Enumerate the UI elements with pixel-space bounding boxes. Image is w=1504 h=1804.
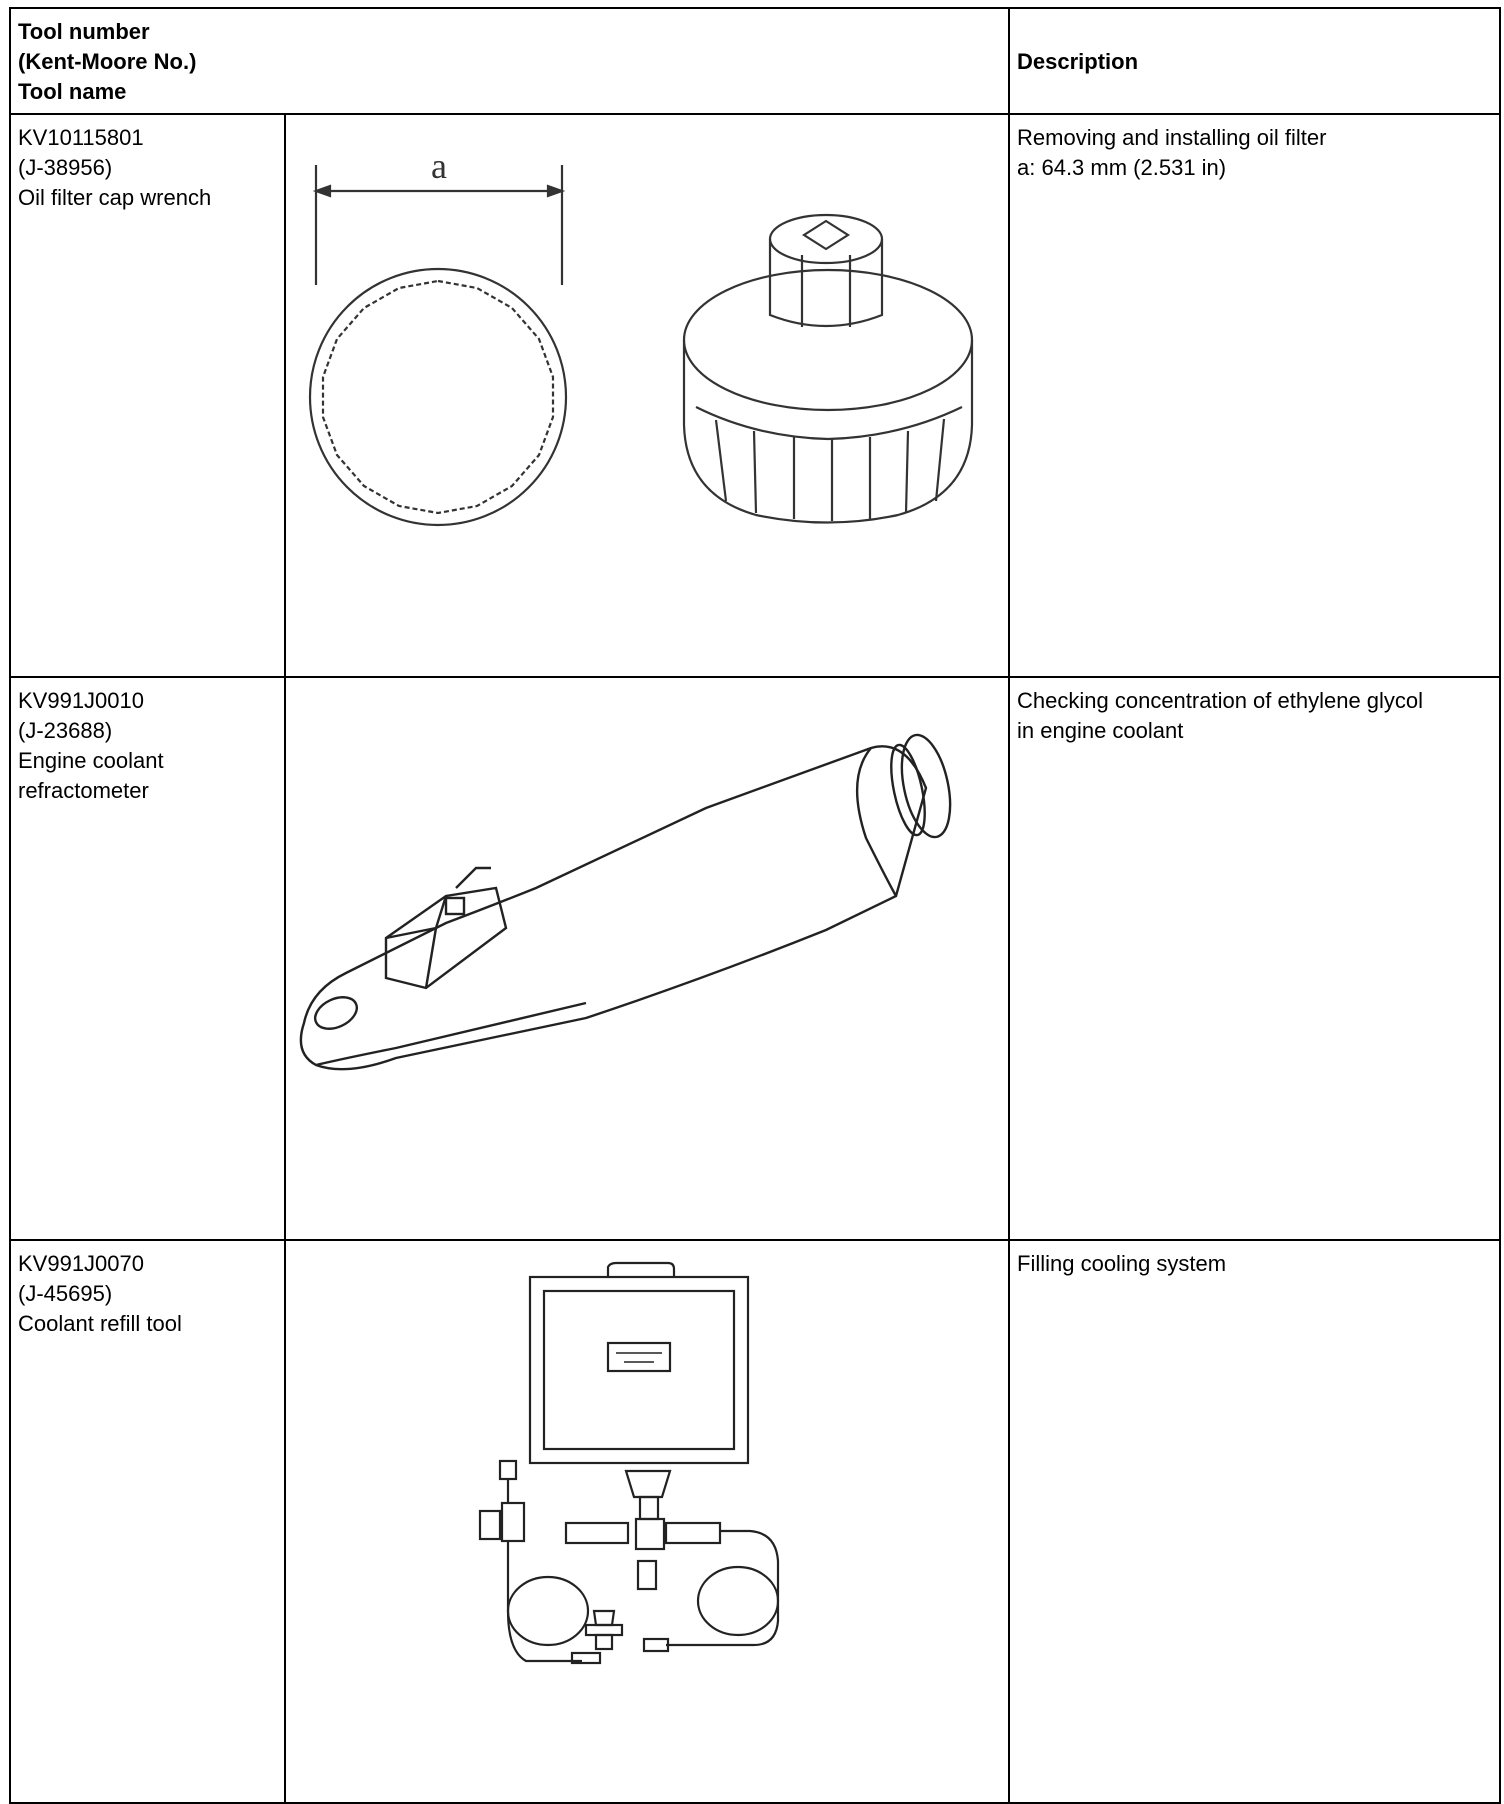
case-handle — [608, 1263, 674, 1277]
tool-name-cont: refractometer — [18, 778, 149, 803]
dimension-label-a: a — [431, 146, 447, 186]
tool-illustration-cell — [285, 677, 1009, 1240]
cap-flute-6 — [906, 431, 908, 513]
cap-top-ellipse — [684, 270, 972, 410]
refractometer-illustration — [286, 678, 1008, 1239]
left-hose-coil — [508, 1577, 588, 1645]
description-line: Filling cooling system — [1017, 1251, 1227, 1276]
left-valve-cap — [500, 1461, 516, 1479]
right-hose-end — [644, 1639, 668, 1651]
radiator-adapter-flange — [586, 1625, 622, 1635]
table-header-row — [10, 8, 1500, 114]
kent-moore-number: (J-38956) — [18, 155, 113, 180]
table-row — [10, 1240, 1500, 1803]
tool-name: Engine coolant — [18, 748, 164, 773]
venturi-funnel — [626, 1471, 670, 1497]
case-label — [608, 1343, 670, 1371]
venturi-drain — [638, 1561, 656, 1589]
description-cell — [1009, 1240, 1500, 1803]
left-valve-body — [502, 1503, 524, 1541]
prism-clip — [446, 898, 464, 914]
tool-number: KV10115801 — [18, 125, 144, 150]
tool-number: KV991J0070 — [18, 1251, 144, 1276]
header-kent-moore-number: (Kent-Moore No.) — [18, 49, 197, 74]
tool-number: KV991J0010 — [18, 688, 144, 713]
description-cell — [1009, 114, 1500, 677]
drive-boss-body — [770, 239, 882, 326]
cap-flute-band — [696, 407, 962, 439]
description-cell — [1009, 677, 1500, 1240]
refractometer-body — [301, 746, 926, 1069]
tool-name: Oil filter cap wrench — [18, 185, 212, 210]
tool-id-cell — [10, 114, 285, 677]
description-line: Checking concentration of ethylene glycol — [1017, 688, 1424, 713]
cap-flute-7 — [936, 419, 944, 501]
wrench-outer-ring — [310, 269, 566, 525]
prism-hinge — [456, 868, 491, 888]
dimension-arrow-left — [316, 186, 330, 196]
header-tool-cell — [10, 8, 1009, 114]
right-hose-coil — [698, 1567, 778, 1635]
venturi-body — [636, 1519, 664, 1549]
header-description-cell — [1009, 8, 1500, 114]
wrench-inner-flutes — [323, 281, 553, 513]
tool-name: Coolant refill tool — [18, 1311, 182, 1336]
header-tool-label — [11, 9, 1008, 107]
prism-cover-side — [426, 928, 436, 988]
coolant-refill-tool-illustration — [286, 1241, 1008, 1802]
left-gauge — [480, 1511, 500, 1539]
header-description-label: Description — [1017, 49, 1139, 74]
tool-illustration-cell — [285, 114, 1009, 677]
radiator-adapter-stem — [596, 1635, 612, 1649]
venturi-neck — [640, 1497, 658, 1519]
special-tools-table — [9, 7, 1499, 1790]
left-hose — [508, 1541, 582, 1661]
description-line-cont: in engine coolant — [1017, 718, 1184, 743]
venturi-left-fitting — [566, 1523, 628, 1543]
tool-id-cell — [10, 1240, 285, 1803]
cap-body — [684, 340, 972, 523]
dimension-arrow-right — [548, 186, 562, 196]
description-dimension: a: 64.3 mm (2.531 in) — [1017, 155, 1227, 180]
table-row — [10, 677, 1500, 1240]
oil-filter-cap-wrench-illustration — [286, 115, 1008, 676]
sample-window — [310, 991, 362, 1035]
venturi-right-fitting — [666, 1523, 720, 1543]
header-tool-number: Tool number — [18, 19, 150, 44]
cap-flute-1 — [716, 420, 726, 501]
kent-moore-number: (J-23688) — [18, 718, 113, 743]
tool-id-cell — [10, 677, 285, 1240]
tools-table — [9, 7, 1501, 1804]
tool-illustration-cell — [285, 1240, 1009, 1803]
radiator-adapter-top — [594, 1611, 614, 1625]
square-drive-hole — [804, 221, 848, 249]
table-row — [10, 114, 1500, 677]
kent-moore-number: (J-45695) — [18, 1281, 113, 1306]
cap-flute-2 — [754, 431, 756, 513]
header-tool-name: Tool name — [18, 79, 127, 104]
description-line: Removing and installing oil filter — [1017, 125, 1327, 150]
